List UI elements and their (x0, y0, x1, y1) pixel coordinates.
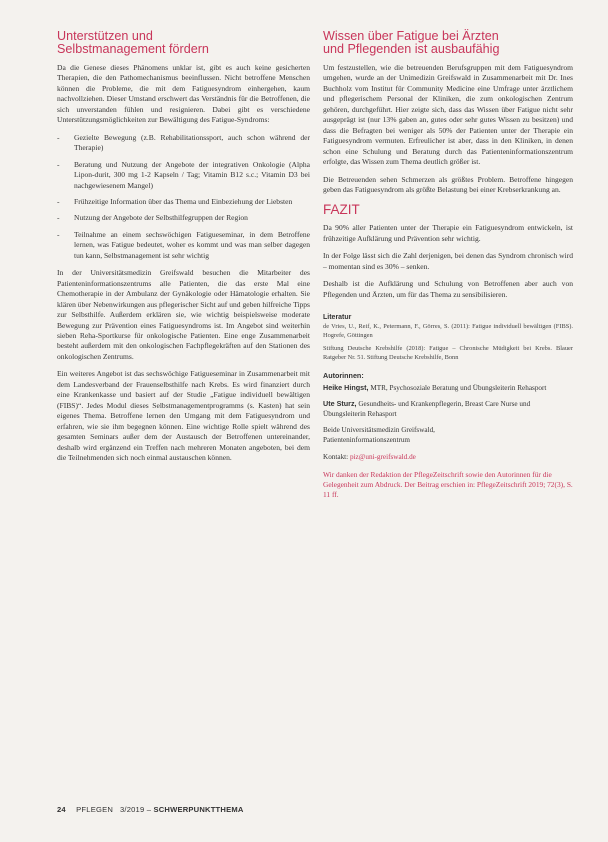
magazine-name: PFLEGEN (76, 805, 114, 814)
list-item: - Frühzeitige Information über das Thema und Einbeziehung der Liebsten (57, 196, 293, 206)
right-paragraph-2: Die Betreuenden sehen Schmerzen als größtes Problem. Betroffene hingegen geben das Fatiguesyndrom als größte Belastung bei einer Krebserkrankung an. (323, 174, 573, 194)
left-paragraph-2: In der Universitätsmedizin Greifswald besuchen die Mitarbeiter des Patienteninformationszentrums alle Patienten, die das erste Mal eine Chemotherapie in der Ambulanz der Gynäkologie oder Hämatologie erhalten. Sie klären über Nebenwirkungen aus pflegerischer Sicht auf und geben hilfreiche Tipps zur Selbsthilfe. Außerdem erklären sie, wie wichtig beispielsweise moderate Bewegung zur Prävention eines Fatiguesyndroms ist. Im Angebot sind weiterhin sieben Reha-Sportkurse für onkologische Patienten. Eine enge Zusammenarbeit besteht außerdem mit den onkologischen Fachpflegekräften auf den Stationen des onkologischen Zentrums. (57, 268, 310, 361)
affiliation-line2: Patienteninformationszentrum (323, 436, 411, 445)
contact-label: Kontakt: (323, 452, 349, 461)
left-paragraph-3: Ein weiteres Angebot ist das sechswöchige Fatigueseminar in Zusammenarbeit mit dem Landesverband der Frauenselbsthilfe nach Krebs. Es wird finanziert durch eine Krankenkasse und basiert auf der Studie „Fatigue individuell bewältigen (FIBS)“. Jedes Modul dieses Selbstmanagementprogramms (s. Kasten) hat sein eigenes Thema. Betroffene lernen den Umgang mit dem Fatiguesyndrom und erfahren, wie sie ihm begegnen können. Eine wichtige Rolle spielt während des gesamten Seminars außer dem der Austausch der Betroffenen untereinander, deshalb wird ergänzend ein Treffen nach mehreren Monaten angeboten, bei dem die Teilnehmenden sich noch einmal austauschen können. (57, 369, 310, 462)
left-column (57, 30, 310, 470)
section-name: SCHWERPUNKTTHEMA (153, 805, 244, 814)
left-heading (57, 30, 310, 56)
author-1-name: Heike Hingst, (323, 382, 369, 392)
literature-title: Literatur (323, 314, 352, 322)
page-footer (57, 805, 244, 814)
list-item: - Beratung und Nutzung der Angebote der integrativen Onkologie (Alpha Lipon-durit, 300 mg 1-2 Kapseln / Tag; Vitamin B12 s.c.; Vitamin D3 bei nachgewiesenem Mangel) (57, 159, 310, 190)
fazit-heading: FAZIT (323, 202, 360, 218)
literature-entry-1: de Vries, U., Reif, K., Petermann, F., Görres, S. (2011): Fatigue individuell bewältigen (FIBS). Hogrefe, Göttingen (323, 323, 573, 339)
fazit-paragraph-3: Deshalb ist die Aufklärung und Schulung von Betroffenen aber auch von Pflegenden und Ärzten, um für das Thema zu sensibilisieren. (323, 279, 573, 299)
right-paragraph-1: Um festzustellen, wie die betreuenden Berufsgruppen mit dem Fatiguesyndrom umgehen, wurde an der Unimedizin Greifswald in Zusammenarbeit mit Dr. Ines Buchholz vom Institut für Community Medicine eine Umfrage unter ärztlichem und pflegerischem Personal der Kliniken, die zum onkologischen Zentrum gehören, durchgeführt. Hier zeigte sich, dass das Wissen über Fatigue nicht sehr ausgeprägt ist (nur 13% gaben an, gutes oder sehr gutes Wissen zu besitzen) und dass die Befragten bei weniger als 50% der Patienten unter der Therapie ein Fatiguesyndrom vermuten. Erfreulicher ist aber, dass in den Kliniken, in denen schon eine Schulung und Beratung durch das Patienteninformationszentrum erfolgte, das Wissen zum Thema deutlich größer ist. (323, 63, 573, 167)
literature-entry-2: Stiftung Deutsche Krebshilfe (2018): Fatigue – Chronische Müdigkeit bei Krebs. Blauer Ratgeber Nr. 51. Stiftung Deutsche Krebshilfe, Bonn (323, 345, 573, 361)
list-item: - Teilnahme an einem sechswöchigen Fatigueseminar, in dem Betroffene lernen, was Fatigue bedeutet, woher es kommt und was man selber dagegen tun kann, Selbstmanagement ist sehr wichtig (57, 229, 310, 260)
right-heading-line1: Wissen über Fatigue bei Ärzten (323, 29, 499, 43)
contact-email-link[interactable]: piz@uni-greifswald.de (348, 452, 416, 461)
list-item: - Nutzung der Angebote der Selbsthilfegruppen der Region (57, 213, 248, 223)
left-heading-line2: Selbstmanagement fördern (57, 42, 209, 56)
list-item: - Gezielte Bewegung (z.B. Rehabilitationssport, auch schon während der Therapie) (57, 132, 310, 153)
author-2-name: Ute Sturz, (323, 398, 357, 408)
acknowledgement: Wir danken der Redaktion der PflegeZeitschrift sowie den Autorinnen für die Gelegenheit zum Abdruck. Der Beitrag erschien in: PflegeZeitschrift 2019; 72(3), S. 11 ff. (323, 469, 573, 500)
left-heading-line1: Unterstützen und (57, 29, 153, 43)
affiliation-line1: Beide Universitätsmedizin Greifswald, (323, 426, 435, 435)
authors-title: Autorinnen: (323, 370, 364, 380)
fazit-paragraph-2: In der Folge lässt sich die Zahl derjenigen, bei denen das Syndrom chronisch wird – momentan sind es 30% – senken. (323, 251, 573, 271)
support-list (57, 133, 310, 262)
left-intro-paragraph: Da die Genese dieses Phänomens unklar ist, gibt es auch keine gesicherten Therapien, die den Pathomechanismus beeinflussen. Nicht betroffene Menschen können die Probleme, die mit dem Fatiguesyndrom einhergehen, kaum nachvollziehen. Dieser Umstand erschwert das Verständnis für die Betroffenen, die sich unverstanden fühlen und resignieren. Dabei gibt es verschiedene Unterstützungsmöglichkeiten zur Bewältigung des Fatigue-Syndroms: (57, 63, 310, 125)
fazit-paragraph-1: Da 90% aller Patienten unter der Therapie ein Fatiguesyndrom entwickeln, ist frühzeitige Aufklärung und Prävention sehr wichtig. (323, 223, 573, 243)
right-column (323, 30, 573, 500)
contact (323, 452, 573, 462)
author-2 (323, 399, 573, 419)
author-1-role: MTR, Psychosoziale Beratung und Übungsleiterin Rehasport (368, 383, 547, 392)
author-1 (323, 383, 573, 393)
author-2-role: Gesundheits- und Krankenpflegerin, Breast Care Nurse und Übungsleiterin Rehasport (323, 399, 531, 418)
affiliation (323, 425, 573, 445)
right-heading-line2: und Pflegenden ist ausbaufähig (323, 42, 500, 56)
page-number: 24 (57, 805, 66, 814)
issue: 3/2019 – (119, 805, 152, 814)
right-heading (323, 30, 573, 56)
